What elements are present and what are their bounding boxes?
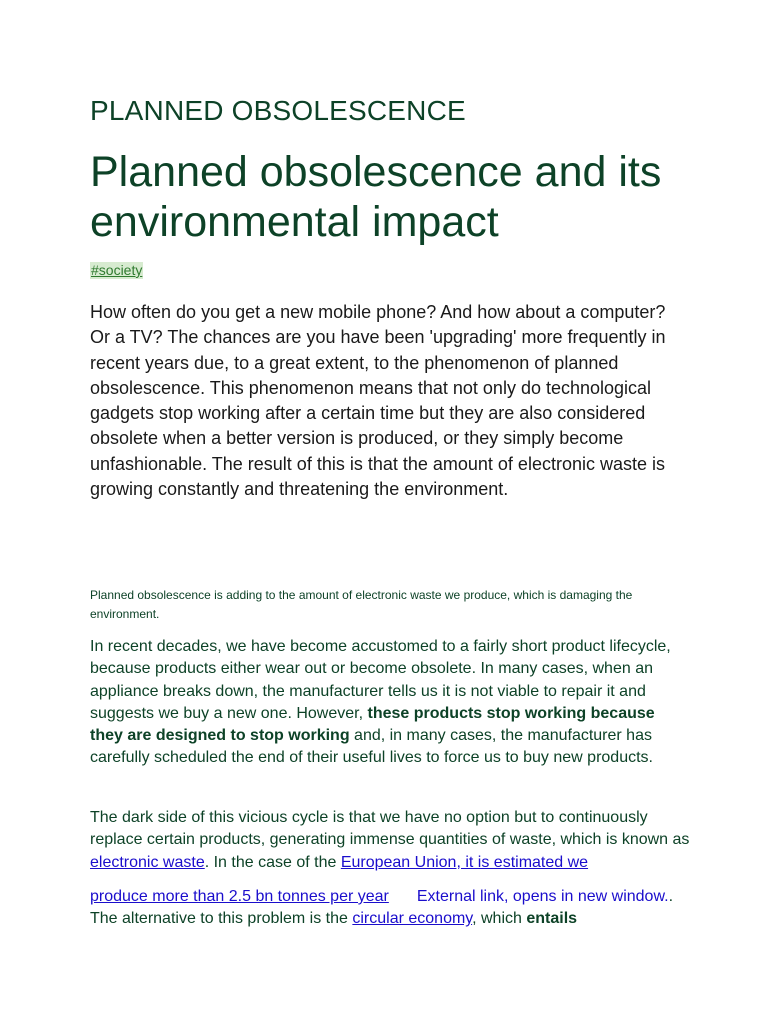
intro-paragraph: How often do you get a new mobile phone? And how about a computer? Or a TV? The chances are you have been 'upgrading' more frequently in recent years due, to a great extent, to the phenomenon of planned obsolescence. This phenomenon means that not only do technological gadgets stop working after a certain time but they are also considered obsolete when a better version is produced, or they simply become unfashionable. The result of this is that the amount of electronic waste is growing constantly and threatening the environment.	[90, 302, 666, 500]
paragraph-text: The dark side of this vicious cycle is that we have no option but to continuously replace certain products, generating immense quantities of waste, which is known as	[90, 809, 690, 849]
section-heading: PLANNED OBSOLESCENCE	[90, 95, 466, 126]
bold-emphasis: entails	[526, 910, 578, 928]
electronic-waste-link[interactable]: electronic waste	[90, 853, 205, 871]
paragraph-text: and, in many cases, the manufacturer has carefully scheduled the end of their useful lives to force us to buy new products.	[90, 727, 653, 767]
tag-link-society[interactable]: #society	[91, 262, 143, 278]
body-paragraph-3	[90, 886, 690, 931]
page-title: Planned obsolescence and its environmental impact	[90, 148, 662, 246]
paragraph-text: In recent decades, we have become accustomed to a fairly short product lifecycle, because products either wear out or become obsolete. In many cases, when an appliance breaks down, the manufacturer tells us it is not viable to repair it and suggests we buy a new one. However,	[90, 638, 671, 722]
paragraph-text: . In the case of the	[204, 853, 341, 871]
external-link-label[interactable]: External link, opens in new window.	[416, 888, 669, 905]
eu-waste-link-continued[interactable]: produce more than 2.5 bn tonnes per year	[90, 888, 389, 905]
body-paragraph-1	[90, 636, 690, 770]
bold-emphasis: these products stop working because they are designed to stop working	[90, 704, 655, 745]
paragraph-text: . The alternative to this problem is the	[90, 888, 674, 928]
paragraph-text: , which	[472, 910, 527, 928]
eu-waste-link[interactable]: European Union, it is estimated we	[340, 853, 589, 871]
body-paragraph-2	[90, 807, 690, 874]
image-caption: Planned obsolescence is adding to the amount of electronic waste we produce, which is damaging the environment.	[90, 588, 633, 621]
circular-economy-link[interactable]: circular economy	[352, 910, 473, 928]
